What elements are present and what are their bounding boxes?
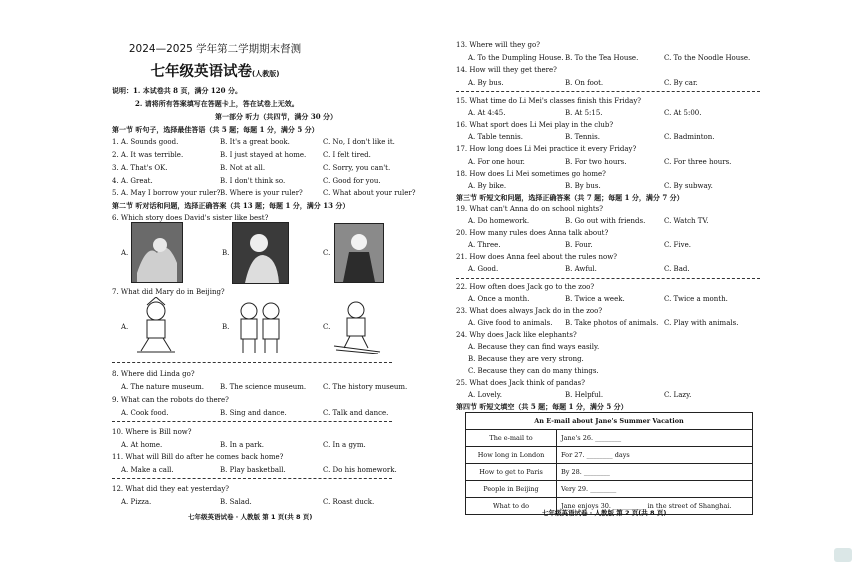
- q16-option-c: C. Badminton.: [664, 133, 715, 141]
- watermark-logo-icon: [834, 548, 852, 562]
- q13-option-a: A. To the Dumpling House.: [468, 54, 564, 62]
- q4-option-a: 4. A. Great.: [112, 177, 153, 185]
- section-3-heading: 第三节 听短文和问题，选择正确答案（共 7 题；每题 1 分，满分 7 分）: [456, 193, 684, 202]
- q25-option-c: C. Lazy.: [664, 391, 692, 399]
- q12-option-c: C. Roast duck.: [323, 498, 375, 506]
- q9-option-c: C. Talk and dance.: [323, 409, 389, 417]
- q14-option-c: C. By car.: [664, 79, 698, 87]
- q15-option-a: A. At 4:45.: [468, 109, 506, 117]
- q8-option-a: A. The nature museum.: [121, 383, 205, 391]
- section-1-heading: 第一节 听句子，选择最佳答语（共 5 题；每题 1 分，满分 5 分）: [112, 125, 319, 134]
- story-picture-c: [334, 223, 384, 283]
- story-picture-b: [232, 222, 289, 284]
- q18-option-b: B. By bus.: [565, 182, 601, 190]
- q16-option-b: B. Tennis.: [565, 133, 600, 141]
- q20-question: 20. How many rules does Anna talk about?: [456, 229, 609, 237]
- activity-picture-b: [233, 297, 288, 355]
- q15-option-c: C. At 5:00.: [664, 109, 702, 117]
- q2-option-a: 2. A. It was terrible.: [112, 151, 184, 159]
- page-footer: 七年级英语试卷 · 人教版 第 1 页(共 8 页): [188, 513, 313, 521]
- table-cell: For 27. ________ days: [557, 447, 753, 464]
- q8-question: 8. Where did Linda go?: [112, 370, 195, 378]
- q8-option-b: B. The science museum.: [220, 383, 307, 391]
- q16-question: 16. What sport does Li Mei play in the club?: [456, 121, 614, 129]
- q6-label-a: A.: [121, 249, 129, 257]
- q12-question: 12. What did they eat yesterday?: [112, 485, 230, 493]
- divider: [456, 91, 760, 92]
- table-row: [466, 481, 753, 498]
- table-cell: The e-mail to: [466, 430, 557, 447]
- q25-question: 25. What does Jack think of pandas?: [456, 379, 586, 387]
- divider: [112, 478, 392, 479]
- q5-option-a: 5. A. May I borrow your ruler?: [112, 189, 221, 197]
- q23-option-b: B. Take photos of animals.: [565, 319, 659, 327]
- part-heading: 第一部分 听力（共四节，满分 30 分）: [215, 112, 338, 121]
- q10-option-a: A. At home.: [121, 441, 163, 449]
- q21-question: 21. How does Anna feel about the rules now?: [456, 253, 617, 261]
- q20-option-b: B. Four.: [565, 241, 593, 249]
- table-cell: What to do: [466, 498, 557, 515]
- q23-option-a: A. Give food to animals.: [468, 319, 553, 327]
- table-row: [466, 464, 753, 481]
- q1-option-a: 1. A. Sounds good.: [112, 138, 179, 146]
- q21-option-a: A. Good.: [468, 265, 499, 273]
- q14-option-a: A. By bus.: [468, 79, 504, 87]
- q25-option-a: A. Lovely.: [468, 391, 502, 399]
- q22-option-c: C. Twice a month.: [664, 295, 728, 303]
- q21-option-b: B. Awful.: [565, 265, 597, 273]
- q19-option-b: B. Go out with friends.: [565, 217, 646, 225]
- q21-option-c: C. Bad.: [664, 265, 690, 273]
- page-2: [430, 0, 860, 570]
- q14-option-b: B. On foot.: [565, 79, 604, 87]
- q19-option-a: A. Do homework.: [468, 217, 530, 225]
- q3-option-a: 3. A. That's OK.: [112, 164, 168, 172]
- q13-option-b: B. To the Tea House.: [565, 54, 639, 62]
- section-2-heading: 第二节 听对话和问题，选择正确答案（共 13 题；每题 1 分，满分 13 分）: [112, 201, 350, 210]
- q11-option-a: A. Make a call.: [121, 466, 174, 474]
- q15-question: 15. What time do Li Mei's classes finish this Friday?: [456, 97, 642, 105]
- q18-option-a: A. By bike.: [468, 182, 507, 190]
- table-cell: Very 29. ________: [557, 481, 753, 498]
- q4-option-c: C. Good for you.: [323, 177, 381, 185]
- q3-option-b: B. Not at all.: [220, 164, 266, 172]
- activity-picture-c: [332, 298, 382, 354]
- q2-option-b: B. I just stayed at home.: [220, 151, 307, 159]
- q25-option-b: B. Helpful.: [565, 391, 604, 399]
- q24-option-b: B. Because they are very strong.: [468, 355, 584, 363]
- q5-option-b: B. Where is your ruler?: [220, 189, 303, 197]
- q16-option-a: A. Table tennis.: [468, 133, 523, 141]
- q11-option-c: C. Do his homework.: [323, 466, 397, 474]
- note-2: 2. 请将所有答案填写在答题卡上，答在试卷上无效。: [135, 99, 299, 108]
- q13-option-c: C. To the Noodle House.: [664, 54, 751, 62]
- q9-option-a: A. Cook food.: [121, 409, 169, 417]
- exam-subtitle: 七年级英语试卷(人教版): [150, 64, 280, 80]
- q17-question: 17. How long does Li Mei practice it every Friday?: [456, 145, 637, 153]
- q22-option-b: B. Twice a week.: [565, 295, 625, 303]
- q7-label-a: A.: [121, 323, 129, 331]
- q10-option-b: B. In a park.: [220, 441, 264, 449]
- table-row: [466, 447, 753, 464]
- q6-label-b: B.: [222, 249, 230, 257]
- q15-option-b: B. At 5:15.: [565, 109, 603, 117]
- q23-option-c: C. Play with animals.: [664, 319, 739, 327]
- table-cell: Jane enjoys 30. __________ in the street of Shanghai.: [557, 498, 753, 515]
- table-cell: People in Beijing: [466, 481, 557, 498]
- q13-question: 13. Where will they go?: [456, 41, 540, 49]
- q19-question: 19. What can't Anna do on school nights?: [456, 205, 603, 213]
- divider: [112, 362, 392, 363]
- q20-option-a: A. Three.: [468, 241, 501, 249]
- q6-label-c: C.: [323, 249, 331, 257]
- q7-label-c: C.: [323, 323, 331, 331]
- q1-option-b: B. It's a great book.: [220, 138, 290, 146]
- table-cell: How long in London: [466, 447, 557, 464]
- q14-question: 14. How will they get there?: [456, 66, 557, 74]
- q10-question: 10. Where is Bill now?: [112, 428, 192, 436]
- q9-option-b: B. Sing and dance.: [220, 409, 287, 417]
- q22-question: 22. How often does Jack go to the zoo?: [456, 283, 595, 291]
- q12-option-a: A. Pizza.: [121, 498, 152, 506]
- section-4-heading: 第四节 听短文填空（共 5 题；每题 1 分，满分 5 分）: [456, 402, 628, 411]
- q12-option-b: B. Salad.: [220, 498, 252, 506]
- q3-option-c: C. Sorry, you can't.: [323, 164, 391, 172]
- q17-option-c: C. For three hours.: [664, 158, 732, 166]
- q8-option-c: C. The history museum.: [323, 383, 408, 391]
- activity-picture-a: [131, 297, 181, 354]
- q7-label-b: B.: [222, 323, 230, 331]
- q5-option-c: C. What about your ruler?: [323, 189, 416, 197]
- q1-option-c: C. No, I don't like it.: [323, 138, 395, 146]
- vacation-table: [465, 412, 753, 515]
- q4-option-b: B. I don't think so.: [220, 177, 286, 185]
- q18-question: 18. How does Li Mei sometimes go home?: [456, 170, 606, 178]
- q17-option-b: B. For two hours.: [565, 158, 627, 166]
- q24-question: 24. Why does Jack like elephants?: [456, 331, 577, 339]
- table-cell: Jane's 26. ________: [557, 430, 753, 447]
- table-title: An E-mail about Jane's Summer Vacation: [466, 413, 753, 430]
- exam-title: 2024—2025 学年第二学期期末督测: [128, 43, 302, 55]
- note-1: 说明：1. 本试卷共 8 页，满分 120 分。: [112, 86, 242, 95]
- q11-question: 11. What will Bill do after he comes back home?: [112, 453, 284, 461]
- q23-question: 23. What does always Jack do in the zoo?: [456, 307, 603, 315]
- q18-option-c: C. By subway.: [664, 182, 713, 190]
- q11-option-b: B. Play basketball.: [220, 466, 286, 474]
- page-footer: 七年级英语试卷 · 人教版 第 2 页(共 8 页): [542, 509, 667, 517]
- table-cell: How to get to Paris: [466, 464, 557, 481]
- table-row: [466, 413, 753, 430]
- q6-question: 6. Which story does David's sister like best?: [112, 214, 269, 222]
- table-row: [466, 430, 753, 447]
- divider: [456, 278, 760, 279]
- q22-option-a: A. Once a month.: [468, 295, 530, 303]
- q10-option-c: C. In a gym.: [323, 441, 366, 449]
- q24-option-a: A. Because they can find ways easily.: [468, 343, 600, 351]
- q19-option-c: C. Watch TV.: [664, 217, 709, 225]
- q17-option-a: A. For one hour.: [468, 158, 525, 166]
- q20-option-c: C. Five.: [664, 241, 691, 249]
- q24-option-c: C. Because they can do many things.: [468, 367, 599, 375]
- story-picture-a: [131, 222, 183, 283]
- q7-question: 7. What did Mary do in Beijing?: [112, 288, 225, 296]
- divider: [112, 421, 392, 422]
- q9-question: 9. What can the robots do there?: [112, 396, 229, 404]
- q2-option-c: C. I felt tired.: [323, 151, 371, 159]
- table-cell: By 28. ________: [557, 464, 753, 481]
